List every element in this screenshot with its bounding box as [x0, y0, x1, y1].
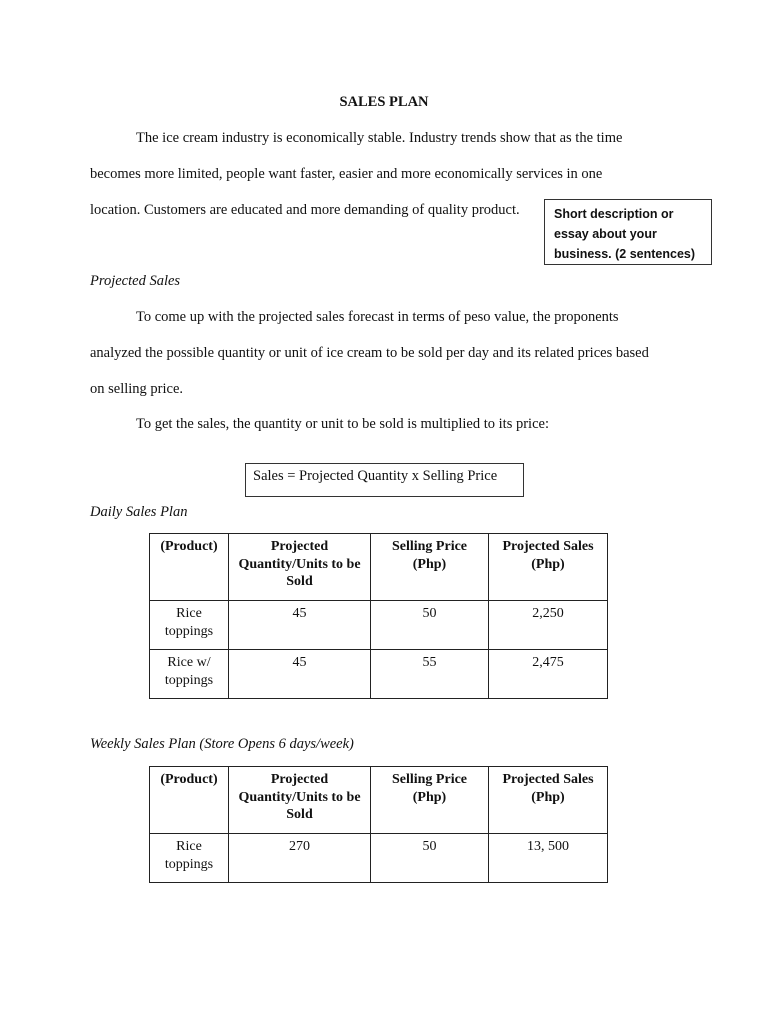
- header-product: (Product): [150, 767, 229, 834]
- cell-sales: 2,250: [489, 601, 608, 650]
- weekly-sales-table: [149, 766, 608, 883]
- header-projected-sales: Projected Sales (Php): [489, 767, 608, 834]
- intro-line-2: becomes more limited, people want faster, easier and more economically services in one: [90, 166, 603, 182]
- cell-price: 50: [371, 601, 489, 650]
- cell-product: Rice toppings: [150, 834, 229, 883]
- header-quantity: Projected Quantity/Units to be Sold: [229, 767, 371, 834]
- intro-line-1: The ice cream industry is economically stable. Industry trends show that as the time: [136, 130, 623, 146]
- projected-sales-heading: Projected Sales: [90, 273, 181, 289]
- cell-product: Rice w/ toppings: [150, 650, 229, 699]
- formula-box: Sales = Projected Quantity x Selling Price: [245, 463, 524, 497]
- header-quantity: Projected Quantity/Units to be Sold: [229, 534, 371, 601]
- header-selling-price: Selling Price (Php): [371, 767, 489, 834]
- cell-price: 55: [371, 650, 489, 699]
- formula-intro: To get the sales, the quantity or unit to be sold is multiplied to its price:: [136, 416, 549, 432]
- table-row: [150, 650, 608, 699]
- daily-sales-table: [149, 533, 608, 699]
- intro-line-3: location. Customers are educated and more demanding of quality product.: [90, 202, 520, 218]
- cell-sales: 2,475: [489, 650, 608, 699]
- table-row: [150, 834, 608, 883]
- instruction-note-box: Short description or essay about your business. (2 sentences): [544, 199, 712, 265]
- cell-product: Rice toppings: [150, 601, 229, 650]
- header-projected-sales: Projected Sales (Php): [489, 534, 608, 601]
- projected-line-3: on selling price.: [90, 381, 184, 397]
- daily-sales-heading: Daily Sales Plan: [90, 504, 188, 520]
- table-row: [150, 601, 608, 650]
- weekly-sales-heading: Weekly Sales Plan (Store Opens 6 days/week): [90, 736, 354, 752]
- projected-line-2: analyzed the possible quantity or unit of ice cream to be sold per day and its related prices based: [90, 345, 649, 361]
- table-header-row: [150, 534, 608, 601]
- cell-price: 50: [371, 834, 489, 883]
- cell-sales: 13, 500: [489, 834, 608, 883]
- projected-line-1: To come up with the projected sales forecast in terms of peso value, the proponents: [136, 309, 619, 325]
- table-header-row: [150, 767, 608, 834]
- cell-quantity: 45: [229, 601, 371, 650]
- cell-quantity: 45: [229, 650, 371, 699]
- cell-quantity: 270: [229, 834, 371, 883]
- header-selling-price: Selling Price (Php): [371, 534, 489, 601]
- document-title: SALES PLAN: [339, 94, 429, 110]
- header-product: (Product): [150, 534, 229, 601]
